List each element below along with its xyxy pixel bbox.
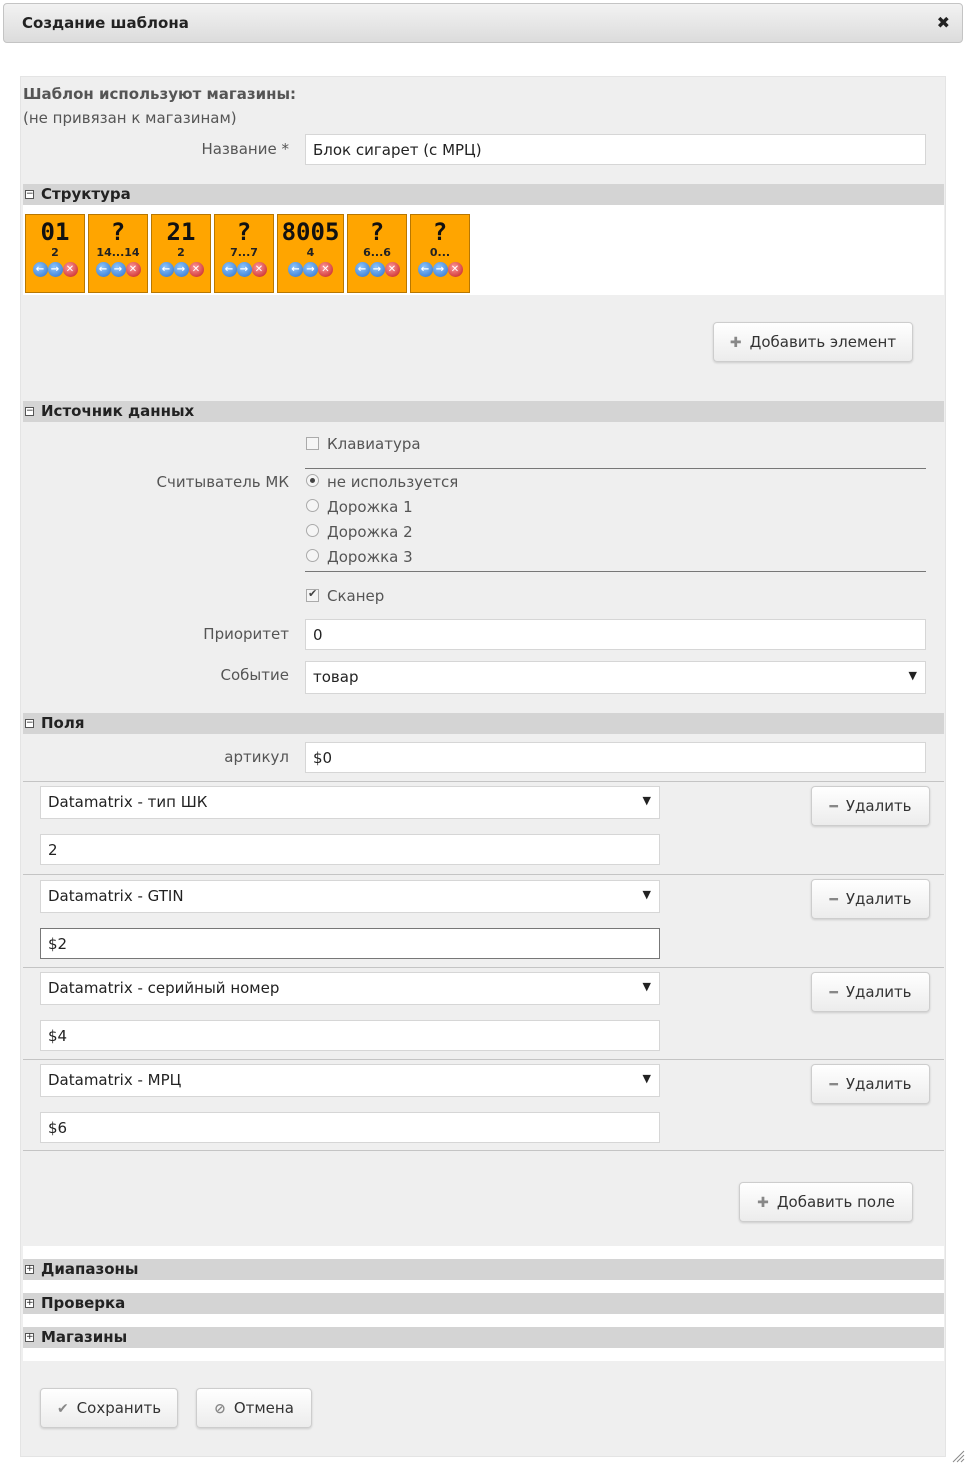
tile-length: 6...6: [363, 246, 391, 259]
move-right-icon[interactable]: →: [237, 262, 252, 277]
move-right-icon[interactable]: →: [303, 262, 318, 277]
section-structure-header[interactable]: [23, 184, 944, 205]
structure-tile[interactable]: [410, 214, 470, 293]
reader-option-label: не используется: [327, 473, 459, 491]
field-value-input[interactable]: $4: [40, 1020, 660, 1051]
save-button[interactable]: [40, 1388, 178, 1428]
delete-icon[interactable]: ✕: [252, 262, 267, 277]
priority-input[interactable]: 0: [305, 619, 926, 650]
field-value-input[interactable]: 2: [40, 834, 660, 865]
move-right-icon[interactable]: →: [370, 262, 385, 277]
delete-icon[interactable]: ✕: [385, 262, 400, 277]
section-shops-title: Магазины: [41, 1328, 128, 1346]
move-left-icon[interactable]: ←: [33, 262, 48, 277]
article-label: артикул: [224, 748, 289, 766]
collapse-icon[interactable]: −: [26, 718, 34, 728]
resize-grip-icon[interactable]: [951, 1449, 965, 1463]
reader-radio-none[interactable]: [306, 474, 319, 487]
delete-field-button[interactable]: [811, 1064, 930, 1104]
section-check-header[interactable]: [23, 1293, 944, 1314]
minus-icon: ━: [829, 799, 838, 815]
save-label: Сохранить: [76, 1399, 162, 1417]
structure-tile[interactable]: [277, 214, 344, 293]
name-input[interactable]: Блок сигарет (с МРЦ): [305, 134, 926, 165]
field-type-value: Datamatrix - МРЦ: [48, 1071, 182, 1089]
field-type-value: Datamatrix - тип ШК: [48, 793, 208, 811]
event-select-value: товар: [313, 668, 359, 686]
article-input[interactable]: $0: [305, 742, 926, 773]
move-right-icon[interactable]: →: [433, 262, 448, 277]
delete-icon[interactable]: ✕: [126, 262, 141, 277]
spacer: [23, 1280, 944, 1293]
expand-icon[interactable]: +: [26, 1332, 34, 1342]
tile-code: 8005: [281, 218, 340, 246]
spacer: [23, 1348, 944, 1361]
delete-field-label: Удалить: [845, 983, 912, 1001]
move-right-icon[interactable]: →: [174, 262, 189, 277]
name-label: Название *: [201, 140, 289, 158]
expand-icon[interactable]: +: [26, 1264, 34, 1274]
divider: [305, 468, 926, 469]
reader-option-label: Дорожка 1: [327, 498, 413, 516]
tile-length: 14...14: [96, 246, 140, 259]
section-shops-header[interactable]: [23, 1327, 944, 1348]
cancel-button[interactable]: [196, 1388, 312, 1428]
move-left-icon[interactable]: ←: [222, 262, 237, 277]
structure-tile[interactable]: [151, 214, 211, 293]
delete-field-label: Удалить: [845, 890, 912, 908]
section-source-header[interactable]: [23, 401, 944, 422]
divider: [23, 967, 944, 968]
event-label: Событие: [220, 666, 289, 684]
template-form-panel: [20, 76, 946, 1457]
minus-icon: ━: [829, 985, 838, 1001]
field-value-input[interactable]: $6: [40, 1112, 660, 1143]
section-ranges-title: Диапазоны: [41, 1260, 139, 1278]
plus-icon: ✚: [757, 1195, 769, 1211]
reader-radio-track2[interactable]: [306, 524, 319, 537]
delete-icon[interactable]: ✕: [189, 262, 204, 277]
tile-length: 4: [306, 246, 315, 259]
keyboard-label: Клавиатура: [327, 435, 421, 453]
priority-label: Приоритет: [203, 625, 289, 643]
divider: [23, 781, 944, 782]
delete-field-button[interactable]: [811, 879, 930, 919]
minus-icon: ━: [829, 892, 838, 908]
field-type-value: Datamatrix - GTIN: [48, 887, 184, 905]
add-element-label: Добавить элемент: [749, 333, 897, 351]
field-type-value: Datamatrix - серийный номер: [48, 979, 280, 997]
tile-length: 2: [177, 246, 185, 259]
scanner-label: Сканер: [327, 587, 385, 605]
divider: [23, 1150, 944, 1151]
minus-icon: ━: [829, 1077, 838, 1093]
tile-length: 7...7: [230, 246, 258, 259]
field-type-select[interactable]: [40, 972, 660, 1005]
add-field-label: Добавить поле: [776, 1193, 895, 1211]
dialog-titlebar: [3, 3, 963, 43]
move-right-icon[interactable]: →: [48, 262, 63, 277]
structure-tile[interactable]: [214, 214, 274, 293]
reader-radio-track1[interactable]: [306, 499, 319, 512]
tile-code: 21: [166, 218, 196, 246]
close-icon[interactable]: ✖: [936, 13, 950, 32]
add-field-button[interactable]: [739, 1182, 913, 1222]
tile-length: 0...: [429, 246, 451, 259]
delete-icon[interactable]: ✕: [448, 262, 463, 277]
check-icon: ✔: [56, 1401, 69, 1417]
cancel-label: Отмена: [233, 1399, 294, 1417]
expand-icon[interactable]: +: [26, 1298, 34, 1308]
reader-radio-track3[interactable]: [306, 549, 319, 562]
tile-code: ?: [110, 218, 126, 246]
tile-code: ?: [236, 218, 252, 246]
delete-icon[interactable]: ✕: [63, 262, 78, 277]
field-value-input[interactable]: $2: [40, 928, 660, 959]
shops-title: Шаблон используют магазины:: [23, 85, 297, 103]
section-fields-title: Поля: [41, 714, 85, 732]
shops-subtitle: (не привязан к магазинам): [23, 109, 237, 127]
move-left-icon[interactable]: ←: [355, 262, 370, 277]
field-type-select[interactable]: [40, 1064, 660, 1097]
divider: [23, 1059, 944, 1060]
keyboard-checkbox[interactable]: [306, 437, 319, 450]
cancel-icon: ⊘: [214, 1401, 226, 1417]
field-type-select[interactable]: [40, 880, 660, 913]
reader-label: Считыватель МК: [156, 473, 289, 491]
spacer: [23, 1246, 944, 1259]
move-left-icon[interactable]: ←: [418, 262, 433, 277]
divider: [305, 571, 926, 572]
tile-code: ?: [369, 218, 385, 246]
section-ranges-header[interactable]: [23, 1259, 944, 1280]
move-left-icon[interactable]: ←: [159, 262, 174, 277]
section-structure-title: Структура: [41, 185, 131, 203]
structure-tile[interactable]: [88, 214, 148, 293]
tile-length: 2: [51, 246, 59, 259]
tile-code: ?: [432, 218, 448, 246]
tile-code: 01: [40, 218, 70, 246]
reader-option-label: Дорожка 3: [327, 548, 413, 566]
move-right-icon[interactable]: →: [111, 262, 126, 277]
collapse-icon[interactable]: −: [26, 189, 34, 199]
field-type-select[interactable]: [40, 786, 660, 819]
plus-icon: ✚: [729, 335, 742, 351]
dialog-title: Создание шаблона: [22, 14, 189, 32]
delete-field-button[interactable]: [811, 972, 930, 1012]
move-left-icon[interactable]: ←: [96, 262, 111, 277]
structure-tile[interactable]: [25, 214, 85, 293]
event-select[interactable]: [305, 661, 926, 694]
section-check-title: Проверка: [41, 1294, 126, 1312]
delete-field-button[interactable]: [811, 786, 930, 826]
delete-field-label: Удалить: [845, 797, 912, 815]
spacer: [23, 1314, 944, 1327]
delete-field-label: Удалить: [845, 1075, 912, 1093]
add-element-button[interactable]: [713, 322, 913, 362]
section-source-title: Источник данных: [41, 402, 195, 420]
structure-tile[interactable]: [347, 214, 407, 293]
move-left-icon[interactable]: ←: [288, 262, 303, 277]
reader-option-label: Дорожка 2: [327, 523, 413, 541]
delete-icon[interactable]: ✕: [318, 262, 333, 277]
scanner-checkbox[interactable]: [306, 589, 319, 602]
section-fields-header[interactable]: [23, 713, 944, 734]
divider: [23, 874, 944, 875]
collapse-icon[interactable]: −: [26, 406, 34, 416]
